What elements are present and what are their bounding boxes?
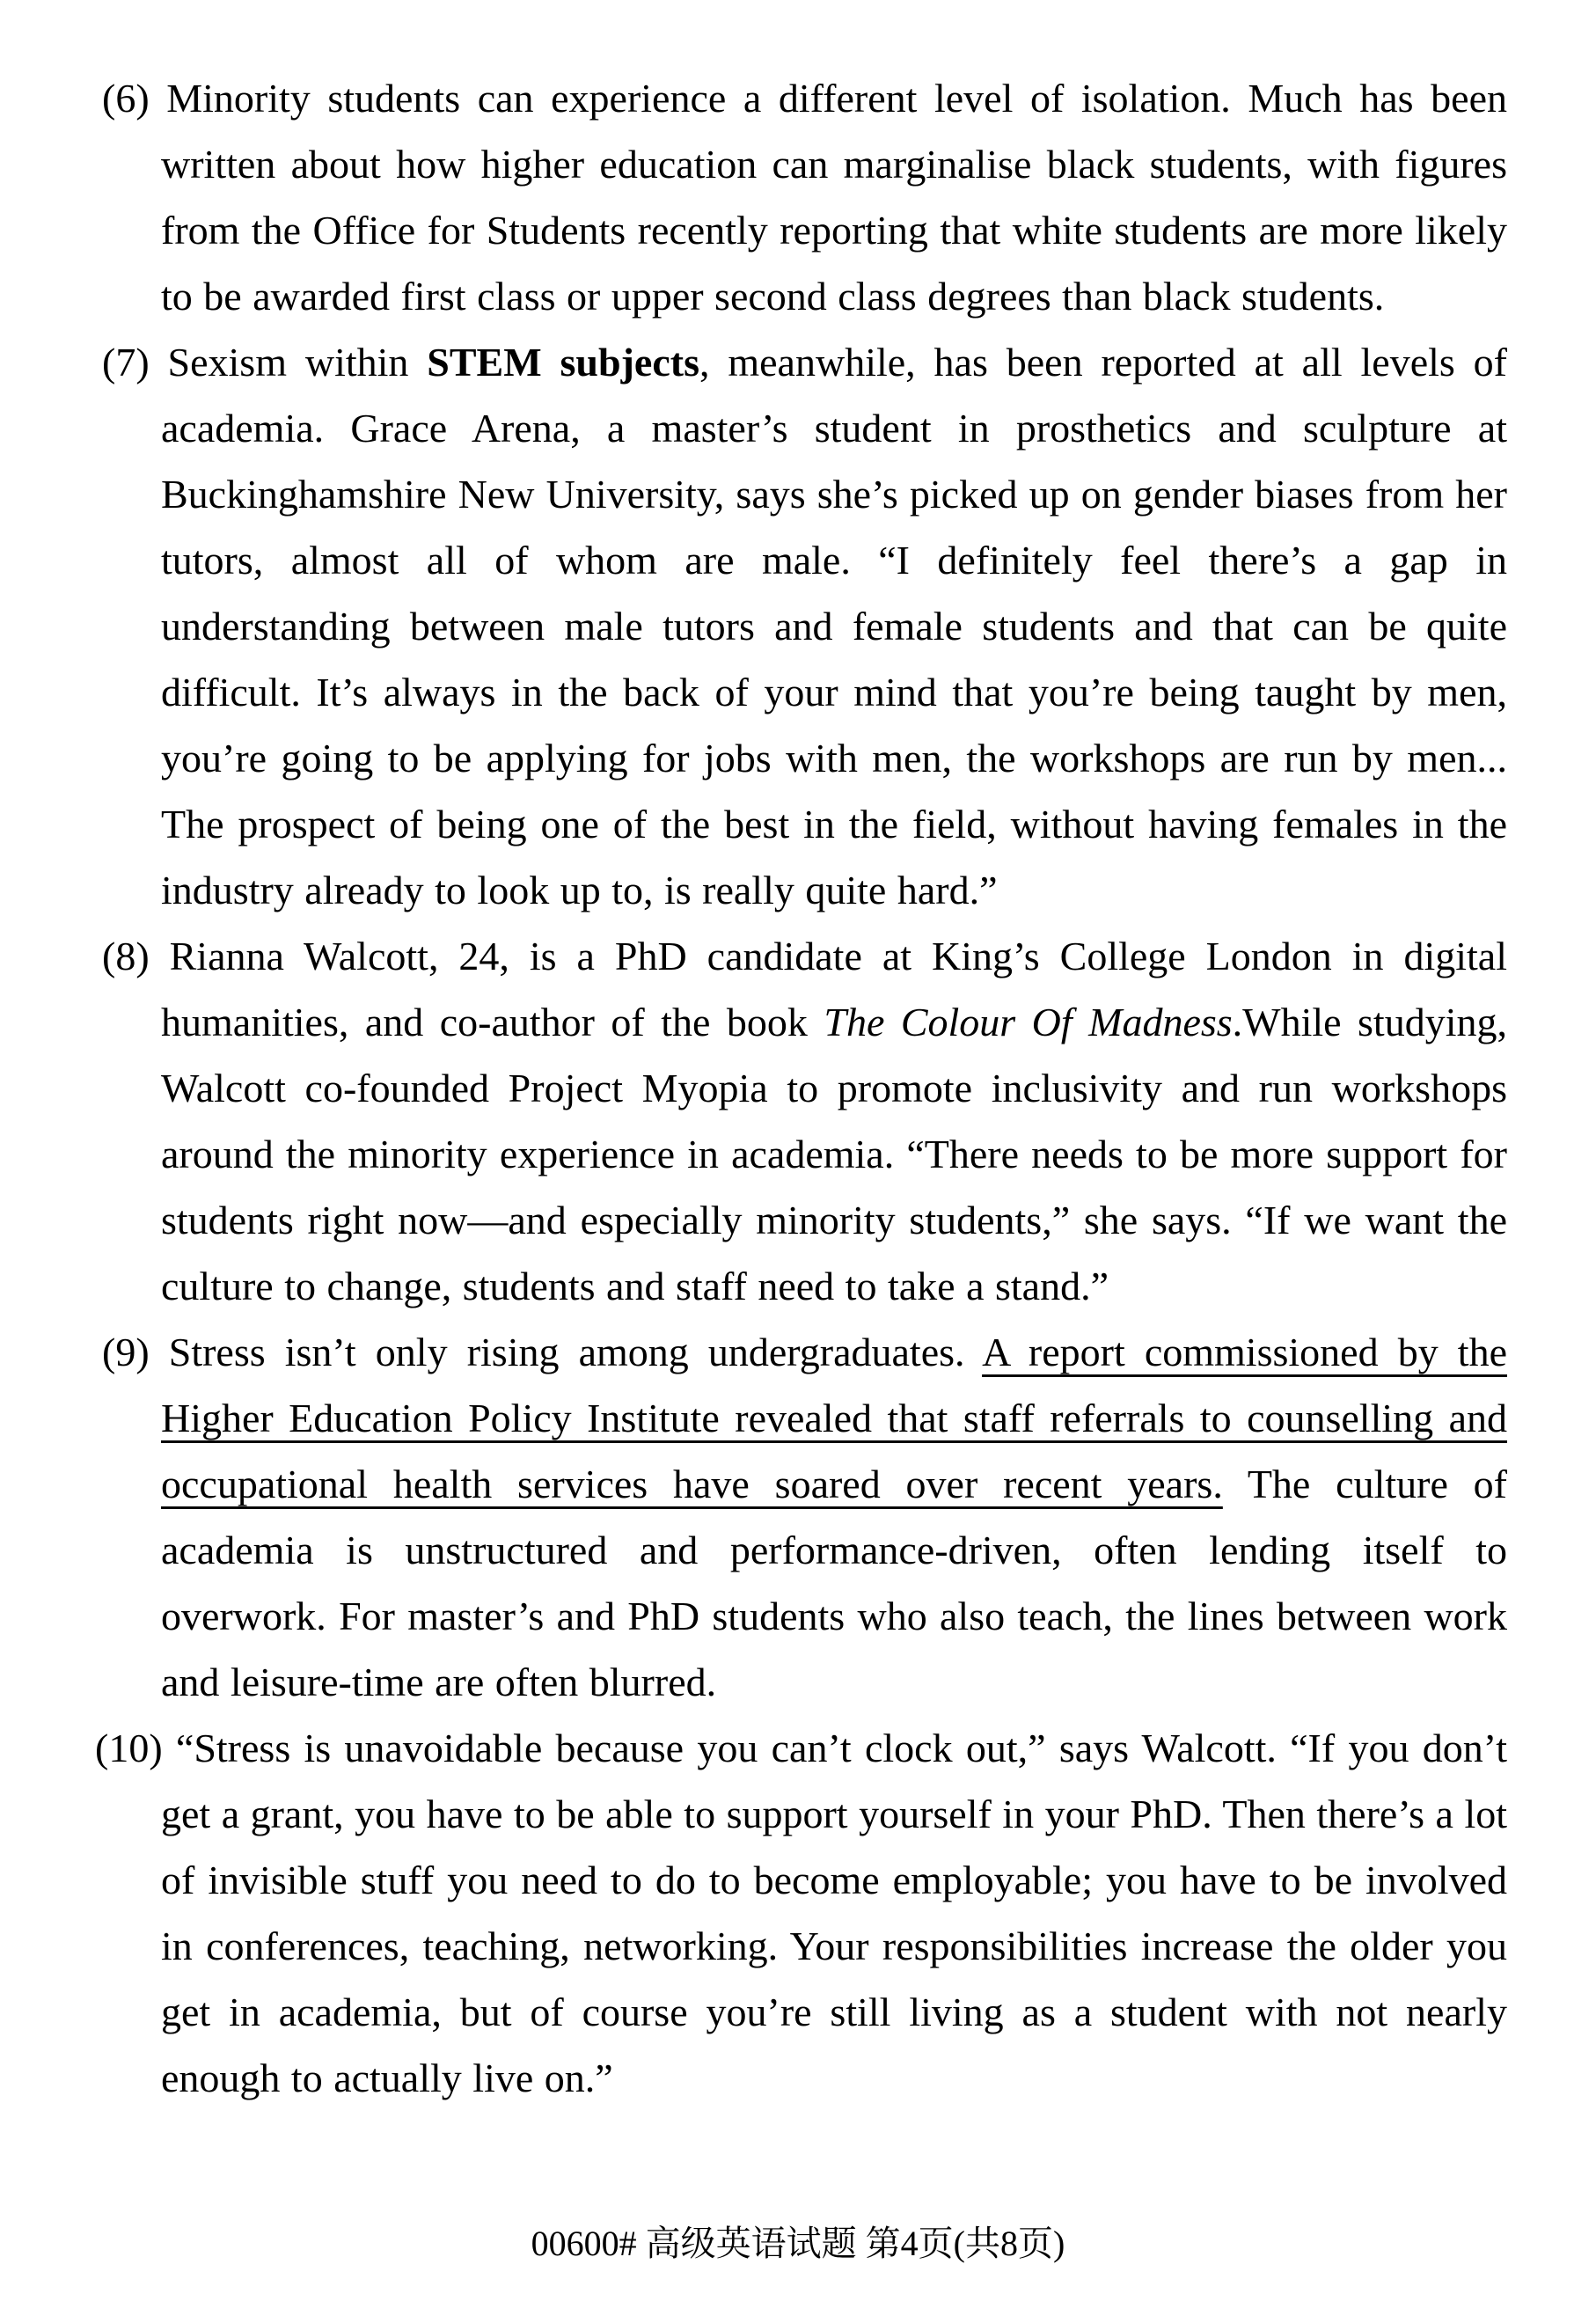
paragraph-8-text-post: .While studying, Walcott co-founded Project Myopia to promote inclusivity and run workshops around the minority experience in academia. “There needs to be more support for students right now—and especially minority students,” she says. “If we want the culture to change, students and staff need to take a stand.”	[161, 1000, 1507, 1308]
paragraph-9-underlined-sentence: A report commissioned by the Higher Education Policy Institute revealed that staff referrals to counselling and occupational health services have soared over recent years.	[161, 1330, 1507, 1506]
paragraph-10-number: (10)	[95, 1726, 163, 1770]
paragraph-10	[95, 1715, 1507, 2111]
paragraph-8-book-title: The Colour Of Madness	[824, 1000, 1233, 1044]
paragraph-9-text-pre: Stress isn’t only rising among undergraduates.	[168, 1330, 983, 1374]
paragraph-10-text: “Stress is unavoidable because you can’t clock out,” says Walcott. “If you don’t get a grant, you have to be able to support yourself in your PhD. Then there’s a lot of invisible stuff you need to do to become employable; you have to be involved in conferences, teaching, networking. Your responsibilities increase the older you get in academia, but of course you’re still living as a student with not nearly enough to actually live on.”	[161, 1726, 1507, 2100]
paragraph-8	[102, 923, 1508, 1319]
paragraph-8-number: (8)	[102, 934, 150, 978]
paragraph-6	[102, 65, 1507, 329]
paragraph-9-number: (9)	[102, 1330, 150, 1374]
paragraph-8-text-pre: Rianna Walcott, 24, is a PhD candidate at King’s College London in digital humanities, and co-author of the book	[161, 934, 1508, 1044]
reading-passage	[0, 65, 1596, 2111]
page-footer: 00600# 高级英语试题 第4页(共8页)	[531, 2224, 1065, 2263]
paragraph-7	[102, 329, 1507, 923]
paragraph-6-text: Minority students can experience a different level of isolation. Much has been written about how higher education can marginalise black students, with figures from the Office for Students recently reporting that white students are more likely to be awarded first class or upper second class degrees than black students.	[161, 76, 1507, 319]
paragraph-9-text-post: The culture of academia is unstructured and performance-driven, often lending itself to overwork. For master’s and PhD students who also teach, the lines between work and leisure-time are often blurred.	[161, 1462, 1508, 1704]
paragraph-7-bold-phrase: STEM subjects	[427, 340, 699, 385]
paragraph-7-number: (7)	[102, 340, 150, 385]
paragraph-7-text-pre: Sexism within	[167, 340, 428, 385]
paragraph-7-text-post: , meanwhile, has been reported at all levels of academia. Grace Arena, a master’s student in prosthetics and sculpture at Buckinghamshire New University, says she’s picked up on gender biases from her tutors, almost all of whom are male. “I definitely feel there’s a gap in understanding between male tutors and female students and that can be quite difficult. It’s always in the back of your mind that you’re being taught by men, you’re going to be applying for jobs with men, the workshops are run by men... The prospect of being one of the best in the field, without having females in the industry already to look up to, is really quite hard.”	[161, 340, 1507, 912]
paragraph-6-number: (6)	[102, 76, 150, 121]
paragraph-9	[102, 1319, 1508, 1715]
